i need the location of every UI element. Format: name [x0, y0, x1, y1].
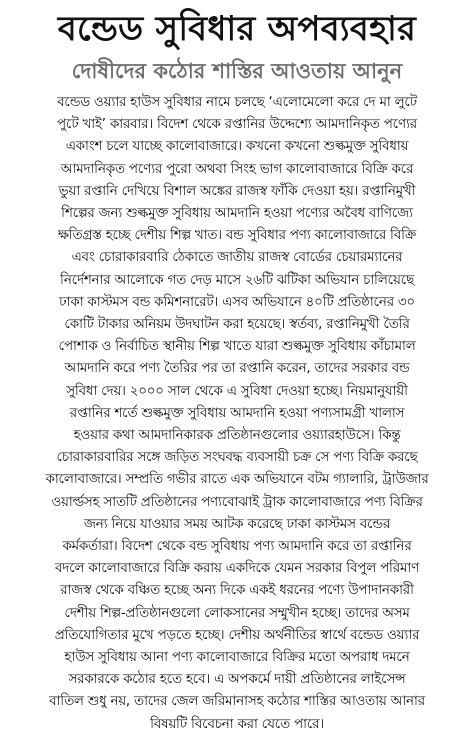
body-line: বন্ডেড ওয়্যার হাউস সুবিধার নামে চলছে ‘এলোমেলো করে দে মা লুটে — [57, 95, 417, 110]
body-line: কালোবাজারে। সম্প্রতি গভীর রাতে এক অভিযানে বটম গ্যালারি, ট্রাউজার — [45, 472, 429, 488]
body-line: এবং চোরাকারবারি ঠেকাতে জাতীয় রাজস্ব বোর্ডের চেয়ারম্যানের — [71, 250, 403, 266]
body-line: পোশাক ও নির্বাচিত স্থানীয় শিল্প খাতে যারা শুল্কমুক্ত সুবিধায় কাঁচামাল — [58, 339, 416, 355]
body-line: একাংশ চলে যাচ্ছে কালোবাজারে। কখনো কখনো শুল্কমুক্ত সুবিধায় — [65, 139, 409, 155]
body-line: চোরাকারবারির সঙ্গে জড়িত সংঘবদ্ধ ব্যবসায়ী চক্র সে পণ্য বিক্রি করছে — [56, 450, 418, 466]
subheadline: দোষীদের কঠোর শাস্তির আওতায় আনুন — [71, 59, 403, 83]
body-line: পুটে খাই’ কারবার। বিদেশ থেকে রপ্তানির উদ্দেশ্যে আমদানিকৃত পণ্যের — [57, 117, 417, 133]
body-line: কর্মকর্তারা। বিদেশ থেকে বন্ড সুবিধায় পণ্য আমদানি করে তা রপ্তানির — [62, 539, 412, 555]
body-line: ওয়ার্ল্ডসহ সাতটি প্রতিষ্ঠানের পণ্যবোঝাই ট্রাক কালোবাজারে পণ্য বিক্রির — [51, 494, 423, 510]
body-line: সুবিধা দেয়। ২০০০ সাল থেকে এ সুবিধা দেওয়া হচ্ছে। নিয়মানুযায়ী — [66, 383, 408, 399]
body-line: আমদানিকৃত পণ্যের পুরো অথবা সিংহ ভাগ কালোবাজারে বিক্রি করে — [60, 161, 414, 177]
body-line: ঢাকা কাস্টমস বন্ড কমিশনারেট। এসব অভিযানে ৪০টি প্রতিষ্ঠানের ৩০ — [59, 294, 415, 310]
body-line: বদলে কালোবাজারে বিক্রি করায় একদিকে যেমন সরকার বিপুল পরিমাণ — [55, 561, 419, 577]
body-line: হাউস সুবিধায় আনা পণ্য কালোবাজারে বিক্রির মতো অপরাধ দমনে — [64, 650, 410, 666]
body-line: ক্ষতিগ্রস্ত হচ্ছে দেশীয় শিল্প খাত। বন্ড সুবিধার পণ্য কালোবাজারে বিক্রি — [58, 228, 416, 244]
body-line: হওয়ার কথা আমদানিকারক প্রতিষ্ঠানগুলোর ওয়্যারহাউসে। কিন্তু — [73, 428, 401, 444]
body-line: নির্দেশনার আলোকে গত দেড় মাসে ২৬টি ঝটিকা অভিযান চালিয়েছে — [60, 272, 414, 288]
headline: বন্ডেড সুবিধার অপব্যবহার — [57, 9, 417, 49]
body-line: রাজস্ব থেকে বঞ্চিত হচ্ছে অন্য দিকে একই ধরনের পণ্যে উপাদানকারী — [60, 583, 414, 599]
body-line: বিষয়টি বিবেচনা করা যেতে পারে। — [150, 716, 324, 732]
body-line: কোটি টাকার অনিয়ম উদঘাটন করা হয়েছে। স্বর্তব্য, রপ্তানিমুখী তৈরি — [64, 317, 410, 333]
body-line: প্রতিযোগিতার মুখে পড়তে হচ্ছে। দেশীয় অর্থনীতির স্বার্থে বন্ডেড ওয়্যার — [54, 627, 420, 643]
body-line: সরকারকে কঠোর হতে হবে। এ অপকর্মে দায়ী প্রতিষ্ঠানের লাইসেন্স — [68, 672, 406, 688]
body-line: শিল্পের জন্য শুল্কমুক্ত সুবিধায় আমদানি হওয়া পণ্যের অবৈধ বাণিজ্যে — [61, 206, 413, 222]
body-line: ভুয়া রপ্তানি দেখিয়ে বিশাল অঙ্কের রাজস্ব ফাঁকি দেওয়া হয়। রপ্তানিমুখী — [58, 183, 416, 199]
article-body — [10, 92, 464, 736]
body-line: রপ্তানির শর্তে শুল্কমুক্ত সুবিধায় আমদানি হওয়া পণ্যসামগ্রী খালাস — [69, 405, 405, 421]
body-line: জন্য নিয়ে যাওয়ার সময় আটক করেছে ঢাকা কাস্টমস বন্ডের — [83, 516, 391, 532]
body-line: আমদানি করে পণ্য তৈরির পর তা রপ্তানি করেন, তাদের সরকার বন্ড — [64, 361, 410, 377]
body-line: দেশীয় শিল্প-প্রতিষ্ঠানগুলো লোকসানের সম্মুখীন হচ্ছে। তাদের অসম — [64, 605, 410, 621]
body-line: বাতিল শুধু নয়, তাদের জেল জরিমানাসহ কঠোর শাস্তির আওতায় আনার — [49, 694, 425, 710]
